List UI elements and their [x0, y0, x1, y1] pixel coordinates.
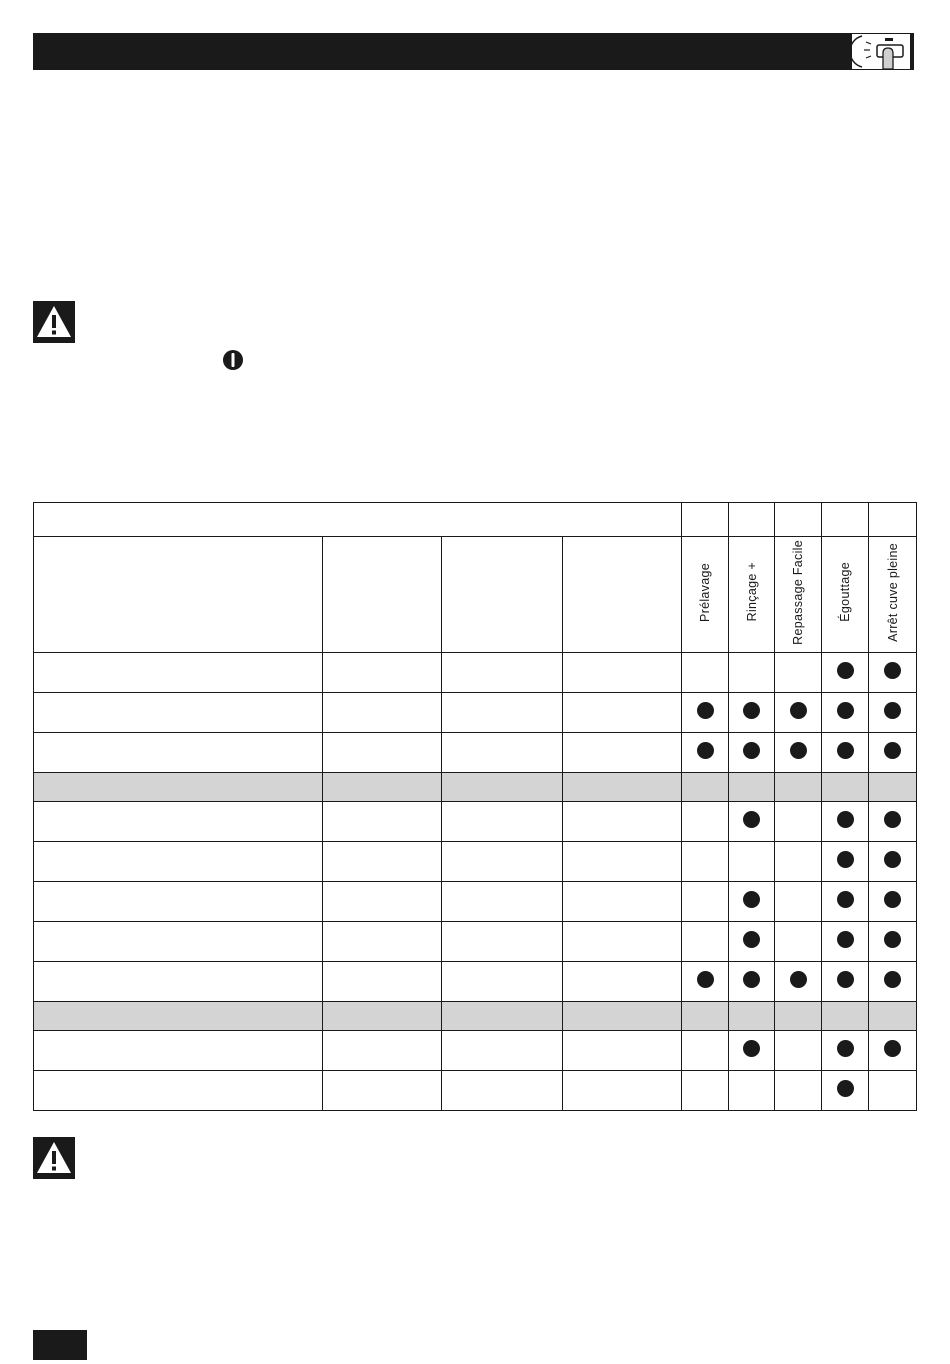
options-table-body: [34, 503, 917, 1111]
column-header-egouttage: [822, 537, 869, 653]
table-cell: [442, 733, 563, 773]
table-cell: [34, 802, 323, 842]
option-cell: [729, 653, 775, 693]
table-cell: [563, 882, 682, 922]
option-cell: [729, 842, 775, 882]
table-row: [34, 882, 917, 922]
option-cell: [822, 693, 869, 733]
option-available-dot: [837, 811, 854, 828]
table-title-cell: [34, 503, 682, 537]
option-cell: [682, 1031, 729, 1071]
page-number-block: [33, 1330, 87, 1360]
table-cell: [323, 882, 442, 922]
power-button-icon: [222, 349, 244, 371]
option-cell: [775, 802, 822, 842]
options-table: [33, 502, 917, 1111]
option-available-dot: [743, 971, 760, 988]
option-cell: [775, 773, 822, 802]
table-cell: [34, 693, 323, 733]
option-available-dot: [837, 702, 854, 719]
header-cell: [563, 537, 682, 653]
option-cell: [869, 693, 917, 733]
table-cell: [563, 1002, 682, 1031]
option-available-dot: [837, 931, 854, 948]
option-available-dot: [884, 662, 901, 679]
table-cell: [442, 882, 563, 922]
table-cell: [442, 922, 563, 962]
table-cell: [323, 693, 442, 733]
table-cell: [34, 842, 323, 882]
option-available-dot: [743, 811, 760, 828]
top-cell: [869, 503, 917, 537]
option-cell: [869, 842, 917, 882]
option-cell: [682, 802, 729, 842]
option-cell: [775, 922, 822, 962]
option-cell: [682, 653, 729, 693]
table-cell: [442, 653, 563, 693]
table-cell: [323, 733, 442, 773]
option-cell: [775, 1002, 822, 1031]
table-row: [34, 842, 917, 882]
option-cell: [729, 882, 775, 922]
top-cell: [822, 503, 869, 537]
table-cell: [323, 842, 442, 882]
table-row: [34, 922, 917, 962]
table-cell: [563, 802, 682, 842]
option-available-dot: [884, 742, 901, 759]
section-separator-row: [34, 773, 917, 802]
option-cell: [822, 842, 869, 882]
option-cell: [682, 773, 729, 802]
option-available-dot: [697, 742, 714, 759]
table-row: [34, 802, 917, 842]
table-header-row: [34, 537, 917, 653]
table-cell: [34, 1071, 323, 1111]
option-available-dot: [790, 742, 807, 759]
option-cell: [869, 882, 917, 922]
option-cell: [682, 922, 729, 962]
table-row: [34, 693, 917, 733]
option-available-dot: [743, 702, 760, 719]
option-cell: [822, 802, 869, 842]
option-available-dot: [837, 1080, 854, 1097]
table-cell: [34, 962, 323, 1002]
option-available-dot: [837, 742, 854, 759]
top-cell: [775, 503, 822, 537]
option-cell: [682, 1071, 729, 1111]
option-cell: [729, 733, 775, 773]
table-cell: [442, 773, 563, 802]
option-cell: [775, 733, 822, 773]
table-top-row: [34, 503, 917, 537]
table-cell: [442, 802, 563, 842]
option-cell: [822, 922, 869, 962]
option-cell: [775, 1071, 822, 1111]
option-available-dot: [697, 702, 714, 719]
option-available-dot: [837, 662, 854, 679]
table-cell: [563, 653, 682, 693]
table-cell: [563, 962, 682, 1002]
table-cell: [563, 842, 682, 882]
table-cell: [323, 653, 442, 693]
option-cell: [729, 693, 775, 733]
table-cell: [34, 922, 323, 962]
option-available-dot: [837, 891, 854, 908]
table-cell: [442, 962, 563, 1002]
option-cell: [682, 693, 729, 733]
table-cell: [323, 1031, 442, 1071]
option-cell: [682, 733, 729, 773]
table-cell: [442, 1071, 563, 1111]
table-cell: [442, 842, 563, 882]
option-available-dot: [837, 1040, 854, 1057]
table-cell: [323, 802, 442, 842]
table-cell: [34, 733, 323, 773]
table-cell: [323, 962, 442, 1002]
warning-triangle-icon: [33, 1137, 75, 1179]
option-available-dot: [884, 1040, 901, 1057]
option-cell: [775, 653, 822, 693]
table-cell: [563, 733, 682, 773]
option-cell: [775, 842, 822, 882]
table-cell: [323, 922, 442, 962]
option-cell: [822, 653, 869, 693]
column-header-prelavage: [682, 537, 729, 653]
option-cell: [869, 773, 917, 802]
option-cell: [869, 1031, 917, 1071]
option-cell: [822, 733, 869, 773]
option-cell: [729, 1071, 775, 1111]
option-cell: [729, 962, 775, 1002]
option-cell: [822, 882, 869, 922]
option-cell: [729, 802, 775, 842]
table-cell: [563, 773, 682, 802]
option-cell: [682, 882, 729, 922]
table-row: [34, 962, 917, 1002]
option-cell: [775, 962, 822, 1002]
option-available-dot: [884, 702, 901, 719]
table-cell: [442, 1002, 563, 1031]
option-cell: [869, 733, 917, 773]
option-cell: [775, 882, 822, 922]
option-available-dot: [837, 971, 854, 988]
table-cell: [323, 773, 442, 802]
option-cell: [869, 962, 917, 1002]
option-cell: [822, 962, 869, 1002]
option-cell: [822, 773, 869, 802]
column-label: Arrêt cuve pleine: [885, 542, 900, 642]
option-cell: [729, 1031, 775, 1071]
option-cell: [822, 1071, 869, 1111]
table-row: [34, 653, 917, 693]
table-cell: [323, 1002, 442, 1031]
top-cell: [729, 503, 775, 537]
option-cell: [822, 1002, 869, 1031]
header-cell: [323, 537, 442, 653]
option-cell: [729, 1002, 775, 1031]
option-cell: [775, 1031, 822, 1071]
header-cell: [34, 537, 323, 653]
option-available-dot: [743, 1040, 760, 1057]
option-available-dot: [884, 811, 901, 828]
option-cell: [869, 922, 917, 962]
table-cell: [34, 1031, 323, 1071]
table-cell: [563, 1071, 682, 1111]
option-available-dot: [884, 891, 901, 908]
column-label: Prélavage: [698, 562, 712, 622]
option-cell: [729, 773, 775, 802]
table-cell: [442, 1031, 563, 1071]
option-available-dot: [884, 971, 901, 988]
column-header-repassage-facile: [775, 537, 822, 653]
option-cell: [869, 802, 917, 842]
option-cell: [682, 842, 729, 882]
option-available-dot: [790, 702, 807, 719]
warning-triangle-icon: [33, 301, 75, 343]
option-available-dot: [697, 971, 714, 988]
option-cell: [775, 693, 822, 733]
option-cell: [682, 1002, 729, 1031]
table-cell: [34, 653, 323, 693]
option-cell: [822, 1031, 869, 1071]
table-cell: [563, 693, 682, 733]
table-cell: [34, 773, 323, 802]
table-cell: [34, 1002, 323, 1031]
option-available-dot: [884, 931, 901, 948]
option-available-dot: [790, 971, 807, 988]
header-bar: [33, 33, 914, 70]
option-available-dot: [837, 851, 854, 868]
table-cell: [323, 1071, 442, 1111]
column-label: Rinçage +: [744, 562, 759, 622]
header-cell: [442, 537, 563, 653]
table-row: [34, 1031, 917, 1071]
option-cell: [869, 1071, 917, 1111]
option-available-dot: [884, 851, 901, 868]
table-cell: [442, 693, 563, 733]
table-row: [34, 1071, 917, 1111]
table-cell: [563, 1031, 682, 1071]
option-available-dot: [743, 891, 760, 908]
column-header-arret-cuve-pleine: [869, 537, 917, 653]
table-row: [34, 733, 917, 773]
column-header-rincage: [729, 537, 775, 653]
option-cell: [869, 1002, 917, 1031]
table-cell: [34, 882, 323, 922]
option-cell: [682, 962, 729, 1002]
section-separator-row: [34, 1002, 917, 1031]
option-cell: [729, 922, 775, 962]
option-available-dot: [743, 742, 760, 759]
column-label: Repassage Facile: [791, 539, 805, 645]
top-cell: [682, 503, 729, 537]
option-available-dot: [743, 931, 760, 948]
control-panel-hand-icon: [852, 34, 910, 69]
option-cell: [869, 653, 917, 693]
table-cell: [563, 922, 682, 962]
column-label: Égouttage: [838, 562, 852, 622]
